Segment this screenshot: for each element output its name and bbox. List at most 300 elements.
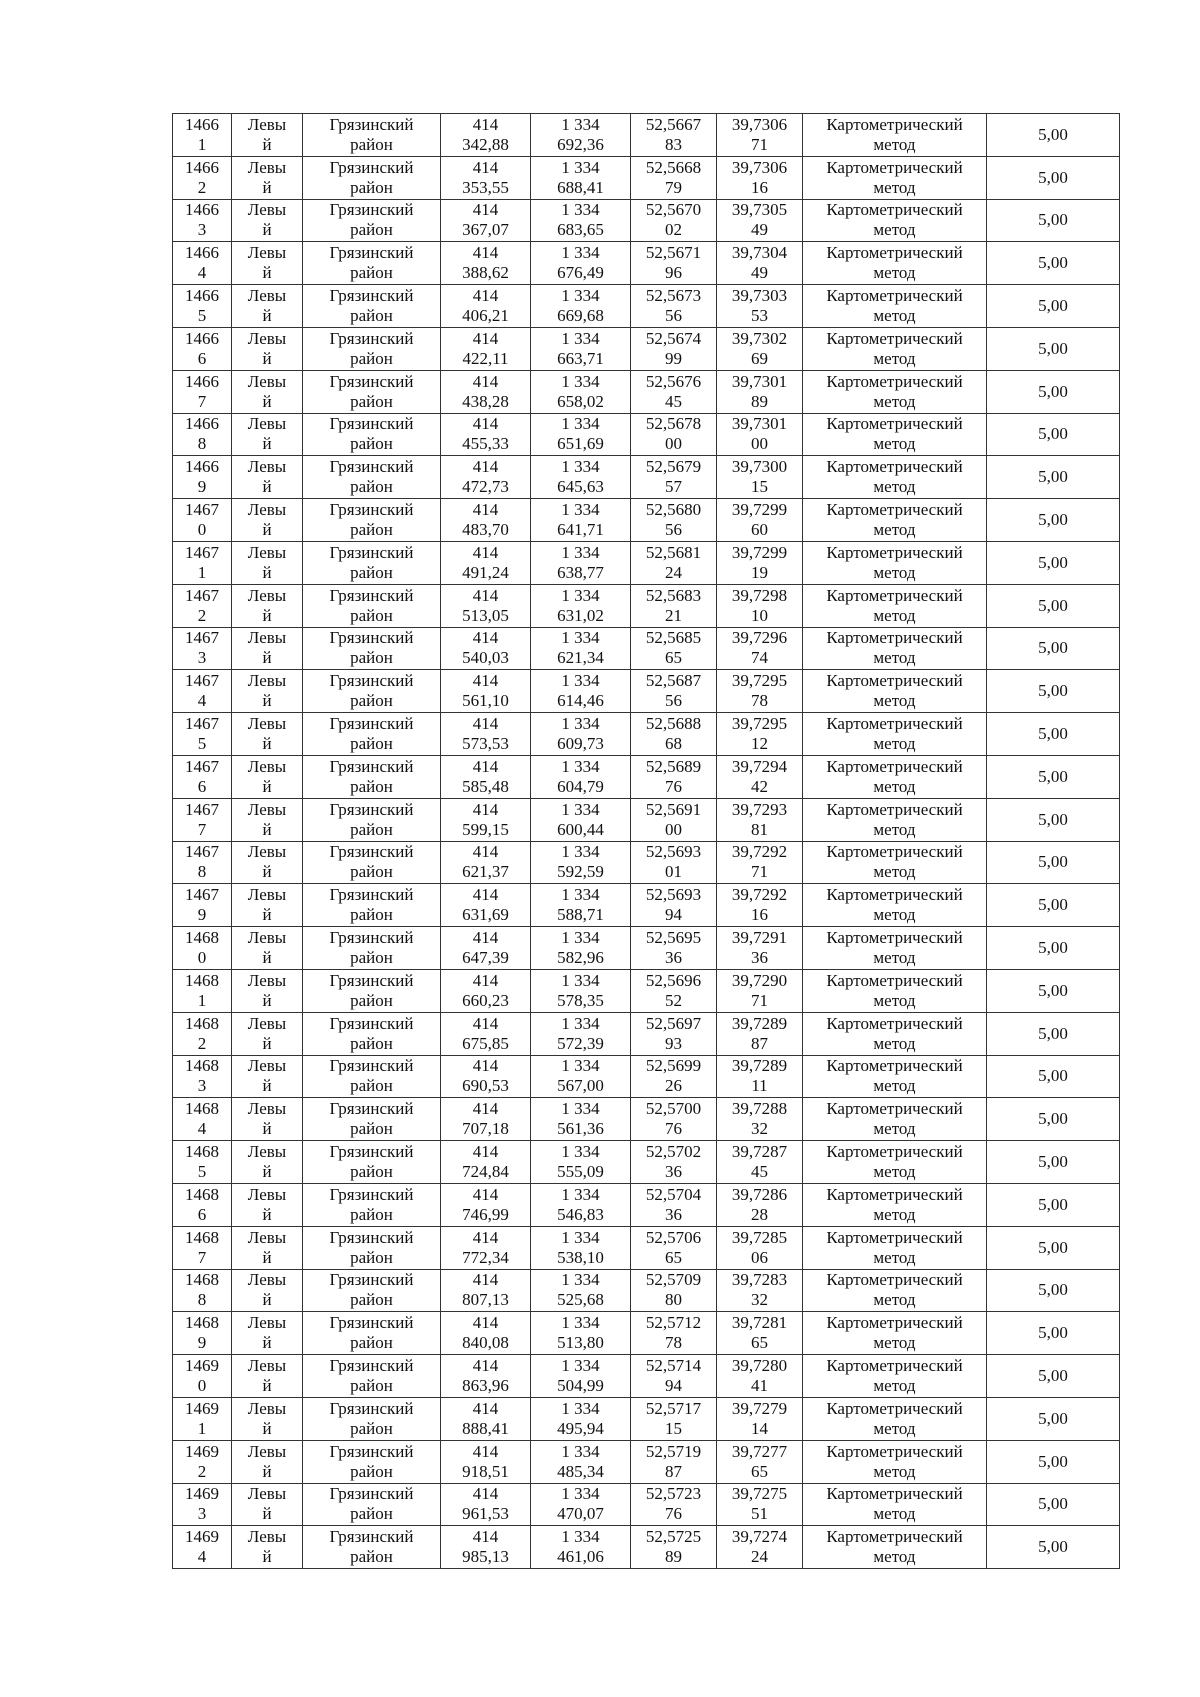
district-cell-line-2: район <box>350 1290 393 1310</box>
bank-side-cell <box>232 1012 303 1055</box>
coord-x-cell-line-2: 491,24 <box>462 562 509 582</box>
latitude-cell <box>631 969 717 1012</box>
latitude-cell <box>631 541 717 584</box>
coord-y-cell-line-2: 578,35 <box>557 990 604 1010</box>
method-cell-line-2: метод <box>873 1418 916 1438</box>
method-cell-line-1: Картометрический <box>826 1056 963 1076</box>
coord-y-cell-line-1: 1 334 <box>561 1056 600 1076</box>
point-number-cell-line-1: 1466 <box>185 457 219 477</box>
method-cell-line-2: метод <box>873 1333 916 1353</box>
latitude-cell-line-1: 52,5668 <box>645 157 702 177</box>
longitude-cell <box>717 1098 803 1141</box>
method-cell <box>803 1098 987 1141</box>
latitude-cell-line-2: 01 <box>665 862 682 882</box>
longitude-cell-line-2: 74 <box>751 648 768 668</box>
district-cell-line-2: район <box>350 1033 393 1053</box>
latitude-cell <box>631 285 717 328</box>
method-cell-line-2: метод <box>873 220 916 240</box>
latitude-cell <box>631 670 717 713</box>
method-cell <box>803 456 987 499</box>
district-cell-line-1: Грязинский <box>329 628 414 648</box>
district-cell <box>303 969 441 1012</box>
bank-side-cell-line-1: Левы <box>247 1184 287 1204</box>
method-cell-line-2: метод <box>873 1461 916 1481</box>
latitude-cell-line-1: 52,5685 <box>645 628 702 648</box>
coord-y-cell-line-1: 1 334 <box>561 1184 600 1204</box>
coord-y-cell-line-2: 614,46 <box>557 691 604 711</box>
district-cell <box>303 798 441 841</box>
coord-y-cell <box>531 713 631 756</box>
coord-y-cell-line-2: 538,10 <box>557 1247 604 1267</box>
bank-side-cell-line-1: Левы <box>247 1441 287 1461</box>
coord-y-cell <box>531 1397 631 1440</box>
coord-y-cell-line-2: 592,59 <box>557 862 604 882</box>
coord-x-cell-line-1: 414 <box>472 628 499 648</box>
latitude-cell-line-2: 79 <box>665 177 682 197</box>
longitude-cell-line-2: 71 <box>751 134 768 154</box>
accuracy-cell: 5,00 <box>987 1483 1120 1526</box>
accuracy-cell: 5,00 <box>987 114 1120 157</box>
method-cell <box>803 884 987 927</box>
district-cell-line-2: район <box>350 990 393 1010</box>
longitude-cell <box>717 755 803 798</box>
table-row <box>173 1183 1120 1226</box>
point-number-cell <box>173 456 232 499</box>
coord-y-cell <box>531 156 631 199</box>
coord-y-cell-line-1: 1 334 <box>561 114 600 134</box>
point-number-cell-line-1: 1468 <box>185 1184 219 1204</box>
method-cell-line-2: метод <box>873 1376 916 1395</box>
latitude-cell <box>631 1440 717 1483</box>
point-number-cell <box>173 1355 232 1398</box>
method-cell <box>803 1141 987 1184</box>
coord-y-cell-line-1: 1 334 <box>561 970 600 990</box>
longitude-cell <box>717 456 803 499</box>
point-number-cell-line-2: 9 <box>197 905 207 925</box>
bank-side-cell-line-2: й <box>262 691 272 711</box>
bank-side-cell-line-1: Левы <box>247 1527 287 1547</box>
point-number-cell-line-2: 1 <box>197 1418 207 1438</box>
point-number-cell <box>173 627 232 670</box>
coord-x-cell <box>441 1269 531 1312</box>
bank-side-cell-line-2: й <box>262 905 272 925</box>
coord-x-cell-line-1: 414 <box>472 114 499 134</box>
coord-x-cell-line-2: 342,88 <box>462 134 509 154</box>
bank-side-cell-line-2: й <box>262 605 272 625</box>
longitude-cell <box>717 413 803 456</box>
bank-side-cell-line-2: й <box>262 562 272 582</box>
bank-side-cell-line-1: Левы <box>247 328 287 348</box>
bank-side-cell <box>232 499 303 542</box>
coord-y-cell <box>531 1183 631 1226</box>
point-number-cell-line-2: 7 <box>197 819 207 839</box>
point-number-cell <box>173 285 232 328</box>
point-number-cell <box>173 884 232 927</box>
method-cell-line-1: Картометрический <box>826 286 963 306</box>
coord-y-cell-line-2: 631,02 <box>557 605 604 625</box>
bank-side-cell <box>232 327 303 370</box>
method-cell-line-2: метод <box>873 562 916 582</box>
method-cell <box>803 1269 987 1312</box>
point-number-cell <box>173 370 232 413</box>
method-cell-line-2: метод <box>873 648 916 668</box>
point-number-cell-line-2: 5 <box>197 734 207 754</box>
coord-x-cell <box>441 156 531 199</box>
method-cell <box>803 670 987 713</box>
coord-x-cell <box>441 370 531 413</box>
latitude-cell-line-2: 99 <box>665 348 682 368</box>
coord-x-cell-line-2: 573,53 <box>462 734 509 754</box>
accuracy-cell: 5,00 <box>987 413 1120 456</box>
accuracy-cell: 5,00 <box>987 199 1120 242</box>
coord-y-cell-line-2: 504,99 <box>557 1376 604 1395</box>
coord-x-cell-line-2: 647,39 <box>462 948 509 968</box>
longitude-cell <box>717 156 803 199</box>
longitude-cell-line-2: 65 <box>751 1333 768 1353</box>
table-row <box>173 1269 1120 1312</box>
accuracy-cell: 5,00 <box>987 1440 1120 1483</box>
longitude-cell <box>717 1355 803 1398</box>
point-number-cell-line-1: 1468 <box>185 1313 219 1333</box>
point-number-cell <box>173 413 232 456</box>
latitude-cell <box>631 1526 717 1569</box>
district-cell <box>303 1440 441 1483</box>
district-cell-line-2: район <box>350 1162 393 1182</box>
district-cell-line-1: Грязинский <box>329 328 414 348</box>
bank-side-cell-line-2: й <box>262 220 272 240</box>
district-cell-line-2: район <box>350 434 393 454</box>
point-number-cell <box>173 1012 232 1055</box>
method-cell-line-2: метод <box>873 990 916 1010</box>
bank-side-cell <box>232 1269 303 1312</box>
longitude-cell-line-1: 39,7290 <box>731 970 788 990</box>
coord-y-cell-line-1: 1 334 <box>561 585 600 605</box>
accuracy-cell: 5,00 <box>987 841 1120 884</box>
coord-y-cell <box>531 1526 631 1569</box>
coord-y-cell <box>531 1098 631 1141</box>
district-cell <box>303 413 441 456</box>
coord-y-cell-line-2: 663,71 <box>557 348 604 368</box>
district-cell-line-1: Грязинский <box>329 114 414 134</box>
district-cell-line-2: район <box>350 605 393 625</box>
coord-x-cell-line-2: 353,55 <box>462 177 509 197</box>
method-cell-line-2: метод <box>873 776 916 796</box>
coord-y-cell-line-1: 1 334 <box>561 928 600 948</box>
bank-side-cell-line-2: й <box>262 1333 272 1353</box>
bank-side-cell-line-1: Левы <box>247 200 287 220</box>
district-cell <box>303 370 441 413</box>
table-row <box>173 285 1120 328</box>
latitude-cell-line-1: 52,5697 <box>645 1013 702 1033</box>
coord-x-cell-line-1: 414 <box>472 457 499 477</box>
bank-side-cell-line-2: й <box>262 1547 272 1567</box>
bank-side-cell-line-1: Левы <box>247 286 287 306</box>
table-row <box>173 798 1120 841</box>
coord-x-cell-line-2: 483,70 <box>462 520 509 540</box>
district-cell-line-2: район <box>350 520 393 540</box>
longitude-cell-line-2: 19 <box>751 562 768 582</box>
latitude-cell-line-2: 52 <box>665 990 682 1010</box>
latitude-cell <box>631 755 717 798</box>
coord-y-cell-line-2: 513,80 <box>557 1333 604 1353</box>
accuracy-cell: 5,00 <box>987 285 1120 328</box>
method-cell-line-1: Картометрический <box>826 371 963 391</box>
point-number-cell-line-1: 1468 <box>185 928 219 948</box>
district-cell <box>303 670 441 713</box>
method-cell-line-1: Картометрический <box>826 114 963 134</box>
method-cell <box>803 499 987 542</box>
method-cell-line-2: метод <box>873 1290 916 1310</box>
district-cell-line-1: Грязинский <box>329 200 414 220</box>
point-number-cell-line-1: 1467 <box>185 799 219 819</box>
coord-x-cell <box>441 755 531 798</box>
coord-x-cell-line-1: 414 <box>472 542 499 562</box>
coord-x-cell-line-2: 807,13 <box>462 1290 509 1310</box>
coord-y-cell-line-1: 1 334 <box>561 1484 600 1504</box>
coord-x-cell <box>441 285 531 328</box>
longitude-cell <box>717 327 803 370</box>
point-number-cell-line-2: 7 <box>197 391 207 411</box>
coord-y-cell <box>531 1226 631 1269</box>
accuracy-cell: 5,00 <box>987 884 1120 927</box>
point-number-cell <box>173 927 232 970</box>
coord-x-cell-line-1: 414 <box>472 885 499 905</box>
district-cell-line-2: район <box>350 1204 393 1224</box>
longitude-cell-line-1: 39,7277 <box>731 1441 788 1461</box>
longitude-cell-line-2: 49 <box>751 263 768 283</box>
method-cell-line-2: метод <box>873 605 916 625</box>
coord-y-cell-line-1: 1 334 <box>561 542 600 562</box>
point-number-cell-line-1: 1468 <box>185 1227 219 1247</box>
accuracy-cell: 5,00 <box>987 713 1120 756</box>
longitude-cell-line-1: 39,7279 <box>731 1398 788 1418</box>
coord-y-cell-line-1: 1 334 <box>561 1441 600 1461</box>
coord-x-cell <box>441 1141 531 1184</box>
coord-y-cell <box>531 584 631 627</box>
point-number-cell <box>173 969 232 1012</box>
latitude-cell-line-1: 52,5667 <box>645 114 702 134</box>
coord-y-cell-line-2: 621,34 <box>557 648 604 668</box>
bank-side-cell <box>232 1397 303 1440</box>
coord-x-cell-line-2: 675,85 <box>462 1033 509 1053</box>
bank-side-cell <box>232 670 303 713</box>
district-cell-line-2: район <box>350 477 393 497</box>
longitude-cell-line-2: 06 <box>751 1247 768 1267</box>
coord-x-cell <box>441 114 531 157</box>
coord-y-cell-line-1: 1 334 <box>561 842 600 862</box>
point-number-cell-line-1: 1467 <box>185 714 219 734</box>
district-cell <box>303 1355 441 1398</box>
method-cell <box>803 370 987 413</box>
method-cell-line-2: метод <box>873 391 916 411</box>
longitude-cell-line-2: 81 <box>751 819 768 839</box>
coord-x-cell-line-1: 414 <box>472 157 499 177</box>
longitude-cell-line-1: 39,7292 <box>731 885 788 905</box>
bank-side-cell <box>232 1183 303 1226</box>
accuracy-cell: 5,00 <box>987 670 1120 713</box>
coord-y-cell <box>531 370 631 413</box>
latitude-cell-line-2: 26 <box>665 1076 682 1096</box>
coord-y-cell <box>531 1312 631 1355</box>
point-number-cell-line-2: 3 <box>197 648 207 668</box>
district-cell-line-2: район <box>350 862 393 882</box>
longitude-cell-line-2: 89 <box>751 391 768 411</box>
longitude-cell-line-1: 39,7301 <box>731 414 788 434</box>
coord-y-cell <box>531 1141 631 1184</box>
coord-y-cell-line-2: 555,09 <box>557 1162 604 1182</box>
district-cell-line-1: Грязинский <box>329 1484 414 1504</box>
latitude-cell-line-2: 89 <box>665 1547 682 1567</box>
coord-x-cell-line-1: 414 <box>472 414 499 434</box>
method-cell-line-1: Картометрический <box>826 457 963 477</box>
latitude-cell <box>631 370 717 413</box>
coord-x-cell <box>441 713 531 756</box>
latitude-cell <box>631 1055 717 1098</box>
point-number-cell <box>173 156 232 199</box>
point-number-cell <box>173 1055 232 1098</box>
longitude-cell-line-1: 39,7298 <box>731 585 788 605</box>
method-cell <box>803 327 987 370</box>
coord-x-cell-line-1: 414 <box>472 1184 499 1204</box>
district-cell-line-1: Грязинский <box>329 1099 414 1119</box>
coord-y-cell-line-2: 588,71 <box>557 905 604 925</box>
bank-side-cell-line-2: й <box>262 348 272 368</box>
point-number-cell <box>173 1226 232 1269</box>
method-cell-line-2: метод <box>873 819 916 839</box>
bank-side-cell <box>232 1226 303 1269</box>
latitude-cell-line-2: 76 <box>665 1504 682 1524</box>
bank-side-cell <box>232 1098 303 1141</box>
coord-y-cell-line-1: 1 334 <box>561 1356 600 1375</box>
bank-side-cell-line-1: Левы <box>247 714 287 734</box>
latitude-cell-line-1: 52,5693 <box>645 885 702 905</box>
point-number-cell-line-2: 5 <box>197 306 207 326</box>
accuracy-cell: 5,00 <box>987 499 1120 542</box>
district-cell <box>303 499 441 542</box>
accuracy-cell: 5,00 <box>987 242 1120 285</box>
district-cell <box>303 1098 441 1141</box>
method-cell-line-1: Картометрический <box>826 243 963 263</box>
district-cell <box>303 199 441 242</box>
longitude-cell-line-1: 39,7299 <box>731 542 788 562</box>
longitude-cell <box>717 1440 803 1483</box>
point-number-cell <box>173 199 232 242</box>
bank-side-cell-line-2: й <box>262 819 272 839</box>
latitude-cell <box>631 1312 717 1355</box>
coord-x-cell-line-2: 540,03 <box>462 648 509 668</box>
method-cell-line-1: Картометрический <box>826 1099 963 1119</box>
coord-y-cell-line-1: 1 334 <box>561 200 600 220</box>
latitude-cell-line-2: 76 <box>665 1119 682 1139</box>
district-cell-line-1: Грязинский <box>329 885 414 905</box>
bank-side-cell-line-2: й <box>262 990 272 1010</box>
coordinates-table <box>172 113 1120 1569</box>
coord-x-cell-line-1: 414 <box>472 243 499 263</box>
longitude-cell <box>717 1226 803 1269</box>
point-number-cell-line-2: 0 <box>197 1376 207 1395</box>
latitude-cell-line-1: 52,5717 <box>645 1398 702 1418</box>
latitude-cell <box>631 156 717 199</box>
district-cell-line-2: район <box>350 1376 393 1395</box>
latitude-cell-line-1: 52,5681 <box>645 542 702 562</box>
point-number-cell-line-2: 9 <box>197 1333 207 1353</box>
latitude-cell-line-2: 87 <box>665 1461 682 1481</box>
coord-x-cell <box>441 1055 531 1098</box>
coord-x-cell-line-1: 414 <box>472 200 499 220</box>
coord-x-cell <box>441 1226 531 1269</box>
bank-side-cell <box>232 1526 303 1569</box>
longitude-cell <box>717 285 803 328</box>
latitude-cell-line-1: 52,5706 <box>645 1227 702 1247</box>
point-number-cell-line-2: 4 <box>197 1119 207 1139</box>
coord-y-cell-line-1: 1 334 <box>561 1398 600 1418</box>
latitude-cell <box>631 413 717 456</box>
bank-side-cell-line-1: Левы <box>247 371 287 391</box>
table-row <box>173 1226 1120 1269</box>
coord-x-cell-line-2: 961,53 <box>462 1504 509 1524</box>
longitude-cell <box>717 1526 803 1569</box>
longitude-cell-line-2: 36 <box>751 948 768 968</box>
coord-x-cell-line-1: 414 <box>472 970 499 990</box>
method-cell <box>803 969 987 1012</box>
coord-y-cell-line-2: 692,36 <box>557 134 604 154</box>
coord-y-cell-line-2: 604,79 <box>557 776 604 796</box>
point-number-cell-line-1: 1469 <box>185 1484 219 1504</box>
point-number-cell-line-2: 8 <box>197 434 207 454</box>
method-cell <box>803 755 987 798</box>
district-cell-line-1: Грязинский <box>329 542 414 562</box>
longitude-cell-line-1: 39,7305 <box>731 200 788 220</box>
method-cell-line-2: метод <box>873 1076 916 1096</box>
point-number-cell-line-1: 1467 <box>185 628 219 648</box>
method-cell <box>803 242 987 285</box>
point-number-cell-line-2: 3 <box>197 220 207 240</box>
bank-side-cell <box>232 884 303 927</box>
point-number-cell-line-2: 4 <box>197 1547 207 1567</box>
coord-x-cell <box>441 1183 531 1226</box>
district-cell <box>303 541 441 584</box>
coord-x-cell <box>441 798 531 841</box>
point-number-cell <box>173 327 232 370</box>
method-cell-line-1: Картометрический <box>826 714 963 734</box>
latitude-cell-line-1: 52,5688 <box>645 714 702 734</box>
coord-x-cell-line-1: 414 <box>472 671 499 691</box>
point-number-cell-line-1: 1467 <box>185 671 219 691</box>
latitude-cell-line-2: 65 <box>665 648 682 668</box>
latitude-cell <box>631 1183 717 1226</box>
bank-side-cell <box>232 370 303 413</box>
method-cell-line-1: Картометрический <box>826 756 963 776</box>
coord-y-cell-line-2: 582,96 <box>557 948 604 968</box>
coord-x-cell-line-1: 414 <box>472 1398 499 1418</box>
latitude-cell-line-1: 52,5687 <box>645 671 702 691</box>
coord-x-cell-line-2: 772,34 <box>462 1247 509 1267</box>
district-cell <box>303 584 441 627</box>
point-number-cell-line-1: 1466 <box>185 371 219 391</box>
latitude-cell <box>631 1012 717 1055</box>
coord-y-cell <box>531 499 631 542</box>
coord-x-cell-line-1: 414 <box>472 1227 499 1247</box>
point-number-cell-line-1: 1466 <box>185 157 219 177</box>
latitude-cell-line-1: 52,5719 <box>645 1441 702 1461</box>
bank-side-cell-line-2: й <box>262 1204 272 1224</box>
longitude-cell-line-2: 14 <box>751 1418 768 1438</box>
accuracy-cell: 5,00 <box>987 370 1120 413</box>
longitude-cell-line-1: 39,7292 <box>731 842 788 862</box>
longitude-cell-line-1: 39,7291 <box>731 928 788 948</box>
latitude-cell-line-2: 76 <box>665 776 682 796</box>
bank-side-cell <box>232 755 303 798</box>
